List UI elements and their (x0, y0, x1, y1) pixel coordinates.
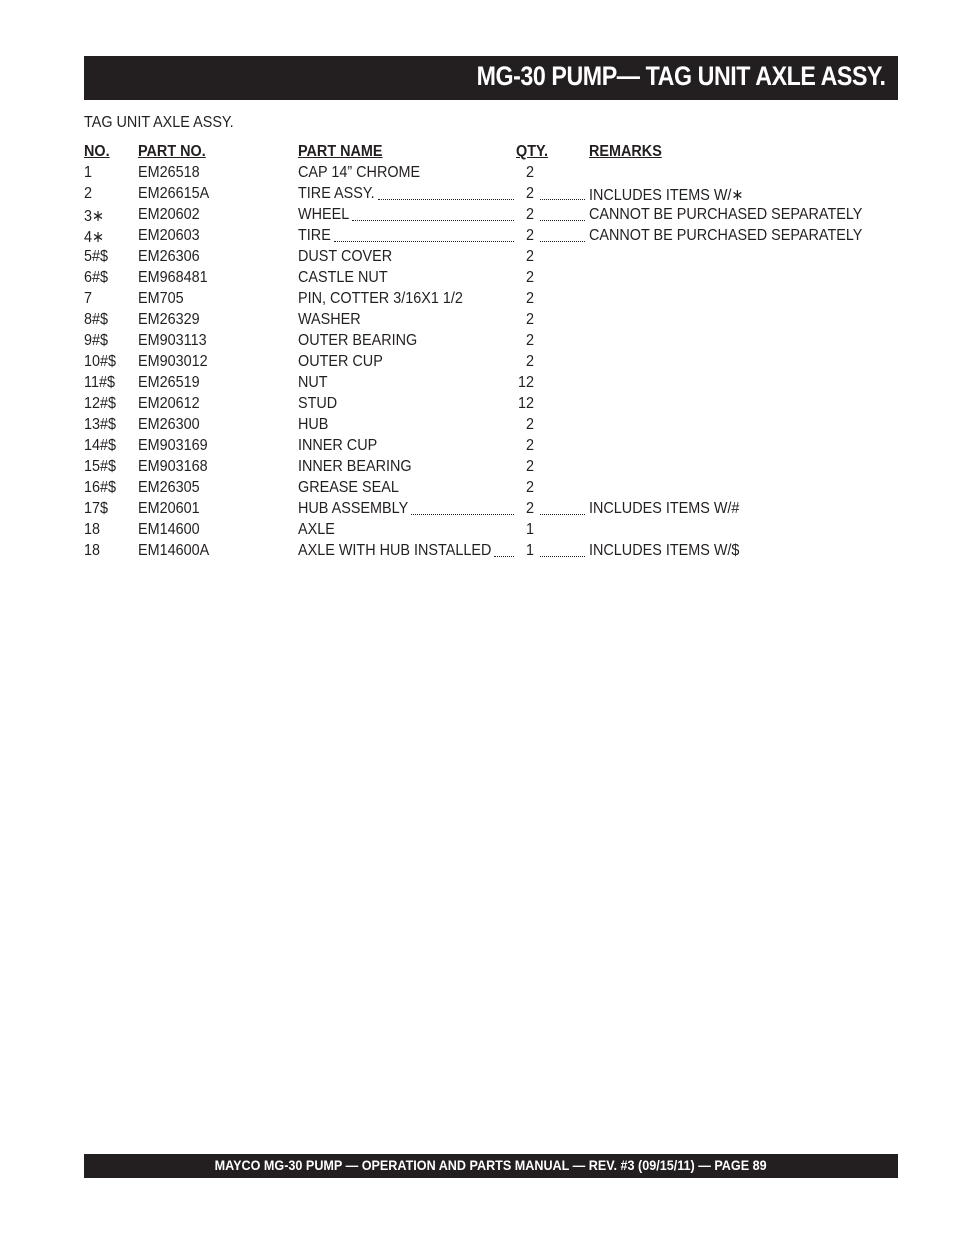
cell-part-no: EM26300 (138, 416, 200, 433)
page-footer (84, 1154, 898, 1178)
table-row (84, 394, 898, 415)
table-row (84, 331, 898, 352)
cell-part-no: EM903169 (138, 437, 208, 454)
table-row (84, 247, 898, 268)
cell-remarks: CANNOT BE PURCHASED SEPARATELY (589, 227, 863, 244)
footer-text: MAYCO MG-30 PUMP — OPERATION AND PARTS MANUAL — REV. #3 (09/15/11) — PAGE 89 (215, 1157, 767, 1173)
cell-qty: 2 (525, 416, 534, 433)
dot-leader (540, 241, 585, 242)
table-header-row (84, 142, 898, 163)
dot-leader (540, 220, 585, 221)
dot-leader (540, 199, 585, 200)
cell-part-no: EM20612 (138, 395, 200, 412)
cell-no: 3∗ (84, 208, 105, 225)
cell-part-name: TIRE ASSY. (298, 185, 375, 202)
cell-part-name: STUD (298, 395, 338, 412)
cell-qty: 2 (525, 206, 534, 223)
cell-part-name: INNER BEARING (298, 458, 412, 475)
table-row (84, 436, 898, 457)
parts-table (84, 142, 898, 562)
cell-part-name: HUB (298, 416, 329, 433)
cell-part-no: EM14600A (138, 542, 210, 559)
cell-qty: 2 (525, 353, 534, 370)
cell-part-name: HUB ASSEMBLY (298, 500, 409, 517)
page-header (84, 56, 898, 100)
table-row (84, 373, 898, 394)
column-header-qty: QTY. (516, 143, 549, 160)
cell-no: 12#$ (84, 395, 117, 412)
cell-qty: 2 (525, 500, 534, 517)
dot-leader (352, 220, 514, 221)
cell-part-name: AXLE (298, 521, 335, 538)
cell-part-no: EM20601 (138, 500, 200, 517)
cell-part-name: INNER CUP (298, 437, 378, 454)
cell-part-name: WHEEL (298, 206, 350, 223)
dot-leader (540, 514, 585, 515)
cell-qty: 2 (525, 164, 534, 181)
cell-part-name: TIRE (298, 227, 331, 244)
page-title: MG-30 PUMP— TAG UNIT AXLE ASSY. (477, 61, 886, 91)
table-body (84, 163, 898, 562)
cell-no: 15#$ (84, 458, 117, 475)
cell-part-name: CAP 14” CHROME (298, 164, 421, 181)
cell-part-no: EM20602 (138, 206, 200, 223)
cell-part-no: EM903113 (138, 332, 207, 349)
cell-part-no: EM14600 (138, 521, 200, 538)
dot-leader (411, 514, 514, 515)
table-row (84, 541, 898, 562)
cell-qty: 2 (525, 332, 534, 349)
table-row (84, 415, 898, 436)
cell-part-no: EM903012 (138, 353, 208, 370)
cell-no: 4∗ (84, 229, 105, 246)
cell-no: 18 (84, 521, 101, 538)
cell-qty: 12 (517, 395, 534, 412)
cell-qty: 2 (525, 479, 534, 496)
cell-part-name: CASTLE NUT (298, 269, 388, 286)
cell-no: 13#$ (84, 416, 117, 433)
cell-qty: 1 (525, 521, 534, 538)
table-row (84, 268, 898, 289)
cell-qty: 2 (525, 185, 534, 202)
cell-part-name: NUT (298, 374, 328, 391)
cell-no: 9#$ (84, 332, 109, 349)
cell-part-no: EM26329 (138, 311, 200, 328)
cell-part-no: EM20603 (138, 227, 200, 244)
column-header-remarks: REMARKS (589, 143, 662, 160)
cell-no: 6#$ (84, 269, 109, 286)
cell-part-no: EM26519 (138, 374, 200, 391)
table-row (84, 478, 898, 499)
cell-qty: 2 (525, 290, 534, 307)
table-row (84, 226, 898, 247)
table-row (84, 163, 898, 184)
dot-leader (378, 199, 514, 200)
table-row (84, 184, 898, 205)
cell-qty: 1 (525, 542, 534, 559)
cell-no: 7 (84, 290, 93, 307)
cell-no: 1 (84, 164, 93, 181)
table-row (84, 205, 898, 226)
cell-no: 2 (84, 185, 93, 202)
cell-qty: 2 (525, 269, 534, 286)
column-header-part-name: PART NAME (298, 143, 383, 160)
cell-remarks: INCLUDES ITEMS W/# (589, 500, 740, 517)
table-row (84, 457, 898, 478)
section-title: TAG UNIT AXLE ASSY. (84, 114, 234, 131)
cell-part-no: EM26306 (138, 248, 200, 265)
column-header-no: NO. (84, 143, 110, 160)
cell-part-no: EM26615A (138, 185, 210, 202)
cell-part-name: GREASE SEAL (298, 479, 399, 496)
cell-no: 8#$ (84, 311, 109, 328)
table-row (84, 499, 898, 520)
cell-qty: 12 (517, 374, 534, 391)
cell-no: 18 (84, 542, 101, 559)
cell-no: 14#$ (84, 437, 117, 454)
cell-qty: 2 (525, 227, 534, 244)
cell-remarks: INCLUDES ITEMS W/$ (589, 542, 740, 559)
cell-part-no: EM968481 (138, 269, 208, 286)
cell-part-name: WASHER (298, 311, 361, 328)
dot-leader (494, 556, 513, 557)
cell-qty: 2 (525, 437, 534, 454)
column-header-part-no: PART NO. (138, 143, 206, 160)
table-row (84, 310, 898, 331)
cell-no: 5#$ (84, 248, 109, 265)
cell-no: 17$ (84, 500, 109, 517)
cell-qty: 2 (525, 458, 534, 475)
dot-leader (334, 241, 514, 242)
table-row (84, 520, 898, 541)
cell-part-no: EM26305 (138, 479, 200, 496)
cell-no: 11#$ (84, 374, 115, 391)
table-row (84, 289, 898, 310)
cell-part-no: EM705 (138, 290, 184, 307)
cell-no: 10#$ (84, 353, 117, 370)
cell-part-name: OUTER CUP (298, 353, 383, 370)
cell-part-name: PIN, COTTER 3/16X1 1/2 (298, 290, 463, 307)
cell-part-name: DUST COVER (298, 248, 393, 265)
dot-leader (540, 556, 585, 557)
cell-no: 16#$ (84, 479, 117, 496)
cell-part-name: AXLE WITH HUB INSTALLED (298, 542, 492, 559)
cell-part-name: OUTER BEARING (298, 332, 418, 349)
cell-qty: 2 (525, 311, 534, 328)
cell-remarks: CANNOT BE PURCHASED SEPARATELY (589, 206, 863, 223)
cell-part-no: EM903168 (138, 458, 208, 475)
cell-part-no: EM26518 (138, 164, 200, 181)
cell-qty: 2 (525, 248, 534, 265)
table-row (84, 352, 898, 373)
cell-remarks: INCLUDES ITEMS W/∗ (589, 187, 744, 204)
